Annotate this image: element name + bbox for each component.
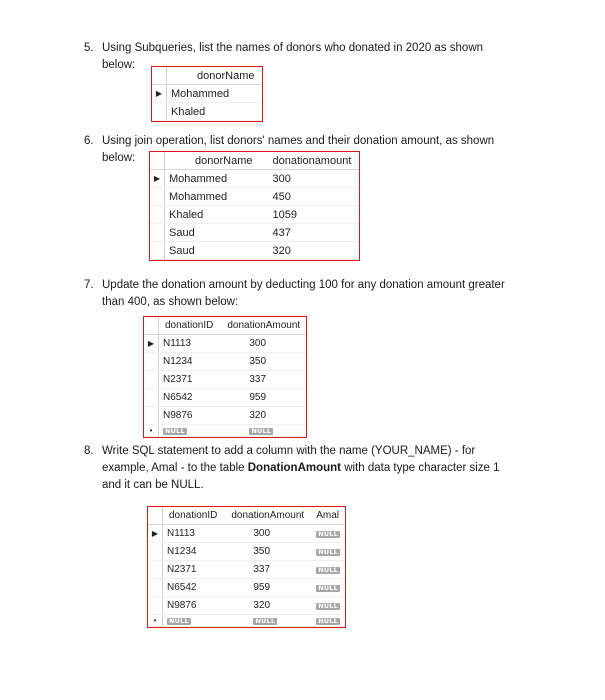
column-header-donationid: donationID [159,317,224,335]
column-header-donationamount: donationAmount [227,507,312,525]
question-number: 6. [84,135,94,147]
table-row[interactable]: ▶ Mohammed 300 [150,170,359,188]
column-header-donationid: donationID [163,507,228,525]
new-row[interactable] [148,615,345,627]
question-number: 8. [84,445,94,457]
null-badge: NULL [255,617,276,625]
new-row[interactable] [144,425,306,437]
column-header-donorname: donorName [167,67,263,85]
table-row[interactable]: Khaled [152,103,262,121]
question-text: Update the donation amount by deducting 100 for any donation amount greater than 400, as shown below: [102,279,505,308]
new-row-dot-icon: • [148,615,163,627]
table-row[interactable]: ▶ N1113 300 [144,335,306,353]
column-header-donorname: donorName [165,152,269,170]
table-row[interactable]: N1234 350 [144,353,306,371]
table-row[interactable]: N1234 350 NULL [148,543,345,561]
column-header-donationamount: donationamount [268,152,359,170]
null-badge: NULL [318,602,339,610]
table-row[interactable]: Saud 437 [150,224,359,242]
column-header-donationamount: donationAmount [223,317,306,335]
current-row-arrow-icon: ▶ [144,335,159,353]
null-badge: NULL [318,548,339,556]
result-grid-q7 [143,316,307,438]
table-name-bold: DonationAmount [247,462,342,474]
null-badge: NULL [318,566,339,574]
table-row[interactable]: ▶ Mohammed [152,85,262,103]
null-badge: NULL [165,427,185,435]
question-text: Using join operation, list donors' names and their donation amount, as shown below: [102,135,495,164]
question-number: 5. [84,42,94,54]
column-header-amal: Amal [312,507,345,525]
table-row[interactable]: Saud 320 [150,242,359,260]
null-badge: NULL [251,427,272,435]
result-grid-q6 [149,151,360,261]
null-badge: NULL [318,584,339,592]
table-row[interactable]: Mohammed 450 [150,188,359,206]
null-badge: NULL [169,617,189,625]
table-row[interactable]: Khaled 1059 [150,206,359,224]
current-row-arrow-icon: ▶ [150,170,165,188]
table-row[interactable]: N9876 320 [144,407,306,425]
table-row[interactable]: N6542 959 [144,389,306,407]
current-row-arrow-icon: ▶ [152,85,167,103]
table-row[interactable]: N9876 320 NULL [148,597,345,615]
result-grid-q8 [147,506,346,628]
table-row[interactable]: ▶ N1113 300 NULL [148,525,345,543]
result-grid-q5 [151,66,263,122]
current-row-arrow-icon: ▶ [148,525,163,543]
question-text: Write SQL statement to add a column with the name (YOUR_NAME) - for example, Amal - to the table DonationAmount with data type character size 1 and it can be NULL. [102,445,500,491]
null-badge: NULL [318,530,339,538]
question-number: 7. [84,279,94,291]
new-row-dot-icon: • [144,425,159,437]
null-badge: NULL [318,617,339,625]
table-row[interactable]: N2371 337 [144,371,306,389]
question-text: Using Subqueries, list the names of donors who donated in 2020 as shown below: [102,42,484,71]
table-row[interactable]: N6542 959 NULL [148,579,345,597]
table-row[interactable]: N2371 337 NULL [148,561,345,579]
